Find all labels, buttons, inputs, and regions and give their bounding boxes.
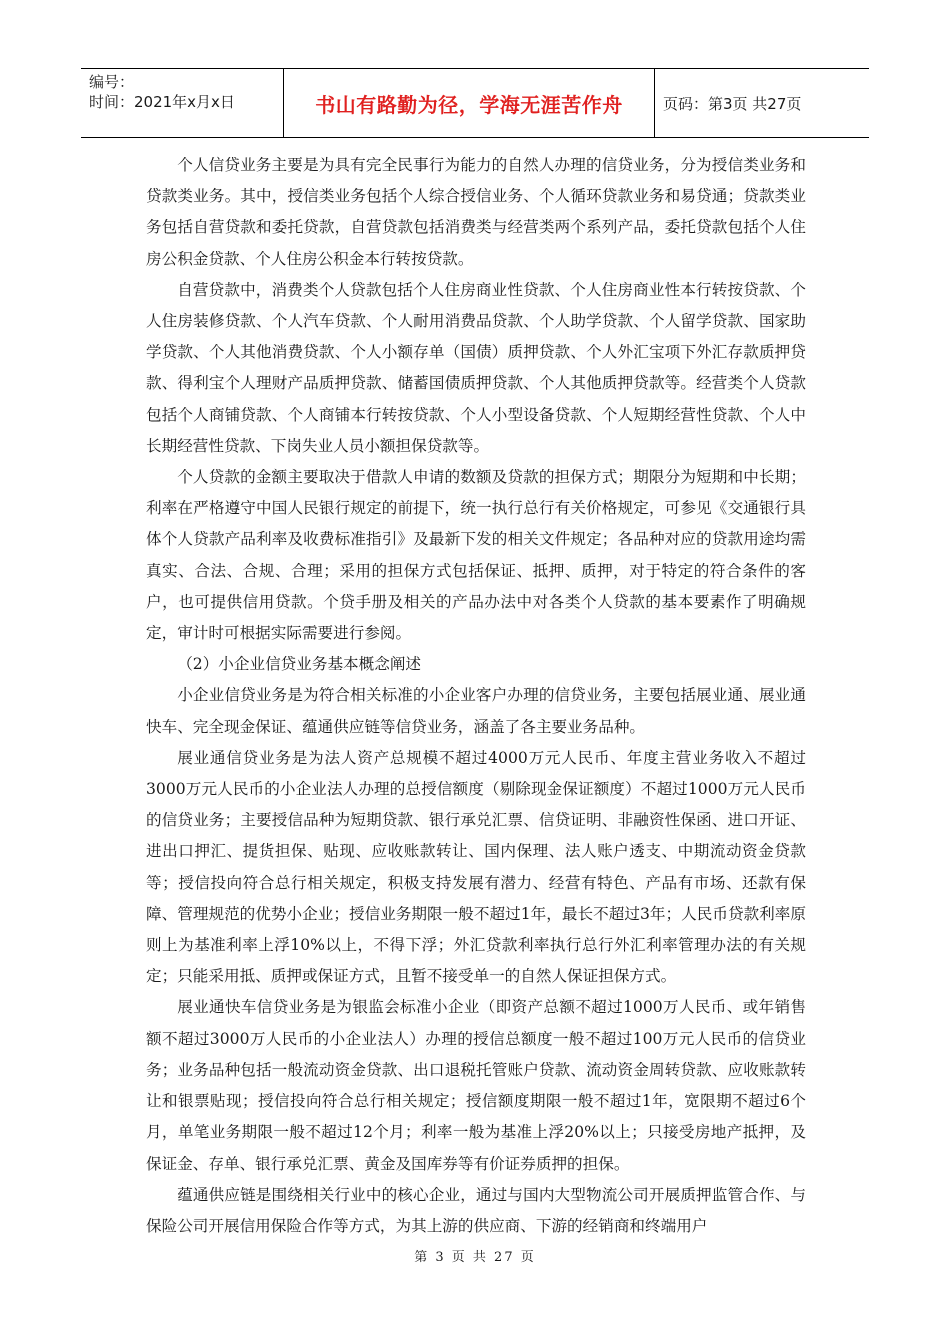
header-page-info-cell [655,69,869,137]
document-body [146,150,806,1242]
paragraph: 蕴通供应链是围绕相关行业中的核心企业，通过与国内大型物流公司开展质押监管合作、与保险公司开展信用保险合作等方式，为其上游的供应商、下游的经销商和终端用户 [146,1185,806,1235]
paragraph: 个人信贷业务主要是为具有完全民事行为能力的自然人办理的信贷业务，分为授信类业务和贷款类业务。其中，授信类业务包括个人综合授信业务、个人循环贷款业务和易贷通；贷款类业务包括自营贷款和委托贷款，自营贷款包括消费类与经营类两个系列产品，委托贷款包括个人住房公积金贷款、个人住房公积金本行转按贷款。 [146,156,806,268]
paragraph: 展业通信贷业务是为法人资产总规模不超过4000万元人民币、年度主营业务收入不超过3000万元人民币的小企业法人办理的总授信额度（剔除现金保证额度）不超过1000万元人民币的信贷业务；主要授信品种为短期贷款、银行承兑汇票、信贷证明、非融资性保函、进口开证、进出口押汇、提货担保、贴现、应收账款转让、国内保理、法人账户透支、中期流动资金贷款等；授信投向符合总行相关规定，积极支持发展有潜力、经营有特色、产品有市场、还款有保障、管理规范的优势小企业；授信业务期限一般不超过1年，最长不超过3年；人民币贷款利率原则上为基准利率上浮10%以上，不得下浮；外汇贷款利率执行总行外汇利率管理办法的有关规定；只能采用抵、质押或保证方式，且暂不接受单一的自然人保证担保方式。 [146,748,806,986]
section-heading: （2）小企业信贷业务基本概念阐述 [177,655,422,674]
page-header [81,68,869,138]
paragraph: 展业通快车信贷业务是为银监会标准小企业（即资产总额不超过1000万人民币、或年销售额不超过3000万人民币的小企业法人）办理的授信总额度一般不超过100万元人民币的信贷业务；业务品种包括一般流动资金贷款、出口退税托管账户贷款、流动资金周转贷款、应收账款转让和银票贴现；授信投向符合总行相关规定；授信额度期限一般不超过1年，宽限期不超过6个月，单笔业务期限一般不超过12个月；利率一般为基准上浮20%以上；只接受房地产抵押，及保证金、存单、银行承兑汇票、黄金及国库券等有价证券质押的担保。 [146,998,806,1173]
header-motto-cell [284,69,655,137]
document-date: 时间：2021年x月x日 [89,93,235,111]
document-number: 编号： [89,73,135,91]
header-page-info: 页码：第3页 共27页 [663,94,802,113]
header-meta [81,69,284,137]
header-motto: 书山有路勤为径，学海无涯苦作舟 [315,92,623,117]
paragraph: 自营贷款中，消费类个人贷款包括个人住房商业性贷款、个人住房商业性本行转按贷款、个人住房装修贷款、个人汽车贷款、个人耐用消费品贷款、个人助学贷款、个人留学贷款、国家助学贷款、个人其他消费贷款、个人小额存单（国债）质押贷款、个人外汇宝项下外汇存款质押贷款、得利宝个人理财产品质押贷款、储蓄国债质押贷款、个人其他质押贷款等。经营类个人贷款包括个人商铺贷款、个人商铺本行转按贷款、个人小型设备贷款、个人短期经营性贷款、个人中长期经营性贷款、下岗失业人员小额担保贷款等。 [146,280,806,455]
paragraph: 小企业信贷业务是为符合相关标准的小企业客户办理的信贷业务，主要包括展业通、展业通快车、完全现金保证、蕴通供应链等信贷业务，涵盖了各主要业务品种。 [146,686,806,736]
page-footer: 第 3 页 共 27 页 [414,1250,536,1265]
paragraph: 个人贷款的金额主要取决于借款人申请的数额及贷款的担保方式；期限分为短期和中长期；利率在严格遵守中国人民银行规定的前提下，统一执行总行有关价格规定，可参见《交通银行具体个人贷款产品利率及收费标准指引》及最新下发的相关文件规定；各品种对应的贷款用途均需真实、合法、合规、合理；采用的担保方式包括保证、抵押、质押，对于特定的符合条件的客户，也可提供信用贷款。个贷手册及相关的产品办法中对各类个人贷款的基本要素作了明确规定，审计时可根据实际需要进行参阅。 [146,468,806,643]
